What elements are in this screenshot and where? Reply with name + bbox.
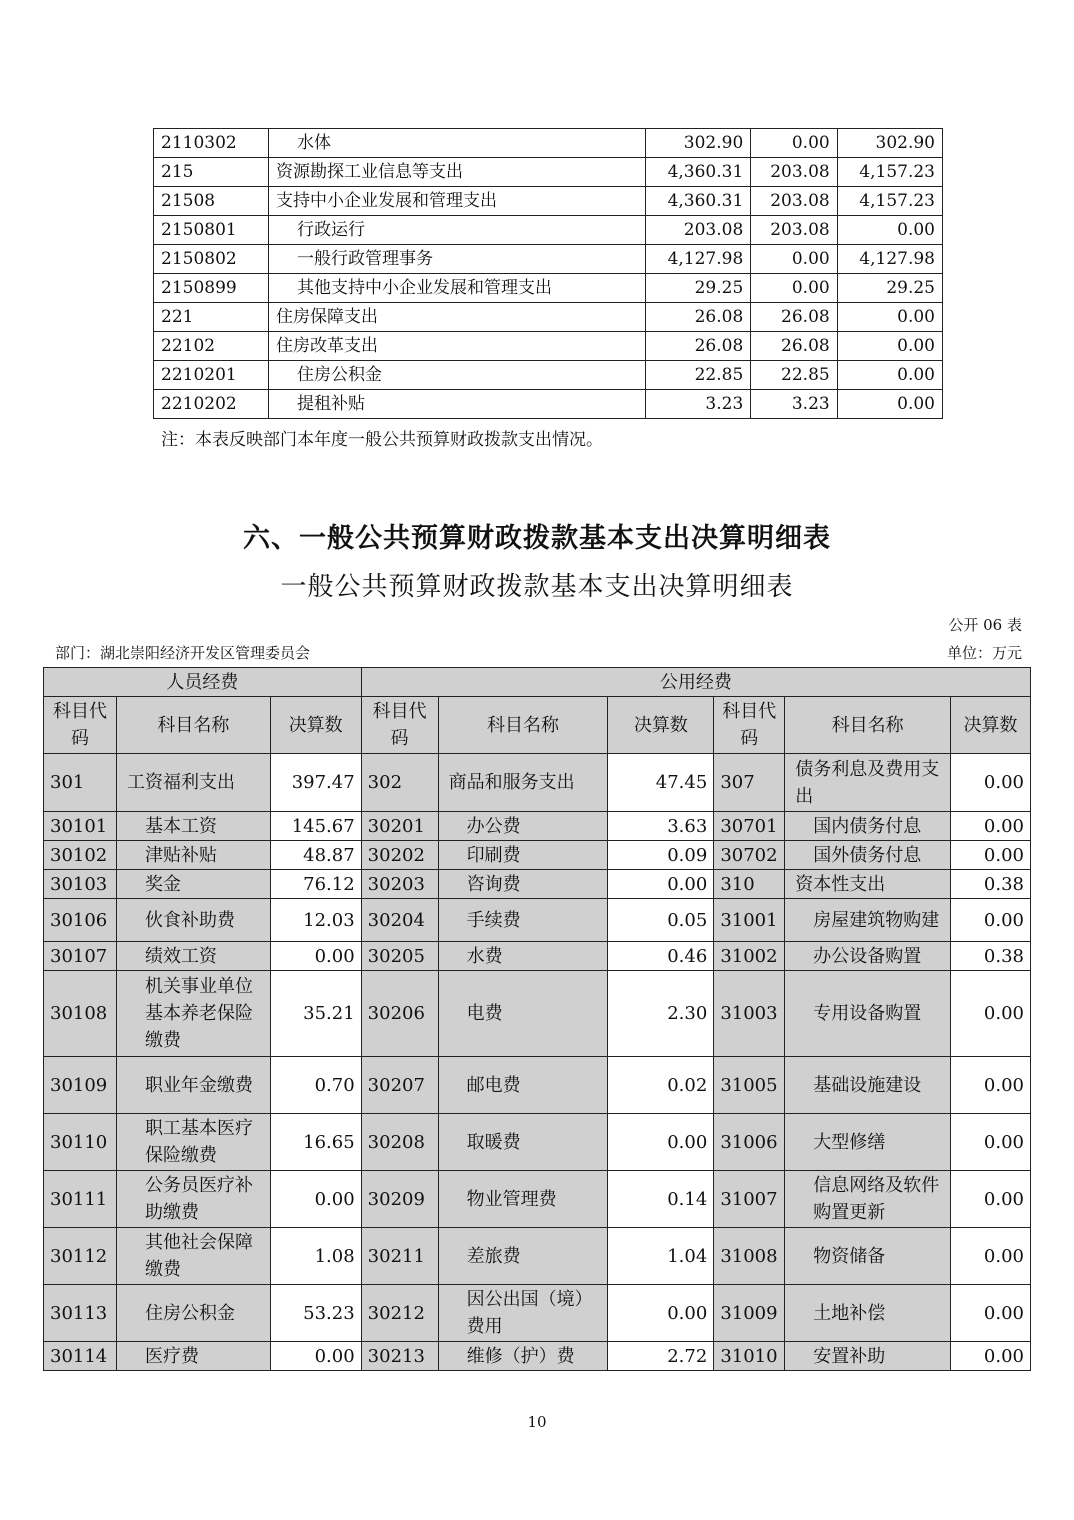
- detail-table-body: [44, 754, 1031, 1371]
- unit-label: 单位：万元: [946, 644, 1022, 662]
- cell-amount: 1.04: [608, 1228, 714, 1285]
- cell-name: 资本性支出: [785, 870, 951, 899]
- cell-code: 30211: [361, 1228, 438, 1285]
- table-row: [154, 187, 943, 216]
- cell-code: 31009: [714, 1285, 785, 1342]
- cell-code: 31003: [714, 971, 785, 1057]
- cell-amount: 0.00: [951, 1228, 1031, 1285]
- cell-amount: 0.02: [608, 1057, 714, 1114]
- table-row: [154, 332, 943, 361]
- cell-amount: 0.00: [608, 870, 714, 899]
- cell-code: 30102: [44, 841, 117, 870]
- cell-name: 办公费: [438, 812, 608, 841]
- table-row: [154, 390, 943, 419]
- table-row: [44, 942, 1031, 971]
- cell-name: 电费: [438, 971, 608, 1057]
- table-row: [44, 1285, 1031, 1342]
- cell-basic: 3.23: [751, 390, 837, 419]
- cell-code: 31006: [714, 1114, 785, 1171]
- col-header-code: 科目代码: [44, 697, 117, 754]
- table-row: [44, 1342, 1031, 1371]
- expenditure-table-body: [154, 129, 943, 419]
- cell-name: 房屋建筑物购建: [785, 899, 951, 942]
- table-row: [44, 812, 1031, 841]
- cell-name: 印刷费: [438, 841, 608, 870]
- cell-amount: 0.00: [951, 1342, 1031, 1371]
- cell-name: 商品和服务支出: [438, 754, 608, 812]
- cell-code: 30110: [44, 1114, 117, 1171]
- cell-name: 绩效工资: [116, 942, 270, 971]
- cell-amount: 0.00: [951, 971, 1031, 1057]
- cell-project: 4,127.98: [837, 245, 942, 274]
- cell-amount: 3.63: [608, 812, 714, 841]
- cell-code: 30107: [44, 942, 117, 971]
- cell-amount: 0.38: [951, 942, 1031, 971]
- cell-amount: 47.45: [608, 754, 714, 812]
- cell-code: 30701: [714, 812, 785, 841]
- cell-code: 30108: [44, 971, 117, 1057]
- cell-amount: 0.46: [608, 942, 714, 971]
- cell-amount: 2.72: [608, 1342, 714, 1371]
- cell-amount: 0.00: [608, 1285, 714, 1342]
- group-header-public: 公用经费: [361, 668, 1030, 697]
- cell-code: 30106: [44, 899, 117, 942]
- cell-basic: 203.08: [751, 187, 837, 216]
- cell-amount: 0.09: [608, 841, 714, 870]
- cell-basic: 203.08: [751, 216, 837, 245]
- cell-code: 30111: [44, 1171, 117, 1228]
- cell-code: 215: [154, 158, 269, 187]
- table-row: [44, 971, 1031, 1057]
- cell-code: 310: [714, 870, 785, 899]
- cell-code: 31010: [714, 1342, 785, 1371]
- table-row: [154, 216, 943, 245]
- cell-name: 其他社会保障缴费: [116, 1228, 270, 1285]
- cell-code: 30112: [44, 1228, 117, 1285]
- cell-amount: 145.67: [270, 812, 361, 841]
- section-heading: 六、一般公共预算财政拨款基本支出决算明细表: [243, 523, 831, 554]
- cell-name: 手续费: [438, 899, 608, 942]
- cell-code: 30206: [361, 971, 438, 1057]
- cell-basic: 26.08: [751, 303, 837, 332]
- cell-name: 维修（护）费: [438, 1342, 608, 1371]
- cell-name: 住房公积金: [116, 1285, 270, 1342]
- cell-amount: 1.08: [270, 1228, 361, 1285]
- cell-basic: 0.00: [751, 274, 837, 303]
- cell-amount: 48.87: [270, 841, 361, 870]
- table-row: [44, 841, 1031, 870]
- cell-amount: 0.00: [951, 1285, 1031, 1342]
- cell-code: 301: [44, 754, 117, 812]
- table-row: [154, 129, 943, 158]
- cell-amount: 0.00: [951, 841, 1031, 870]
- cell-amount: 0.00: [270, 1342, 361, 1371]
- cell-name: 其他支持中小企业发展和管理支出: [269, 274, 646, 303]
- cell-amount: 0.14: [608, 1171, 714, 1228]
- table-number: 公开 06 表: [948, 616, 1022, 634]
- cell-total: 29.25: [646, 274, 751, 303]
- cell-name: 安置补助: [785, 1342, 951, 1371]
- cell-name: 工资福利支出: [116, 754, 270, 812]
- cell-code: 2150899: [154, 274, 269, 303]
- cell-name: 咨询费: [438, 870, 608, 899]
- col-header-amount: 决算数: [951, 697, 1031, 754]
- table-row: [154, 245, 943, 274]
- cell-name: 职工基本医疗保险缴费: [116, 1114, 270, 1171]
- cell-code: 30208: [361, 1114, 438, 1171]
- expenditure-table: [153, 128, 943, 419]
- cell-total: 4,360.31: [646, 187, 751, 216]
- cell-amount: 0.00: [951, 812, 1031, 841]
- cell-name: 差旅费: [438, 1228, 608, 1285]
- cell-code: 30109: [44, 1057, 117, 1114]
- cell-amount: 53.23: [270, 1285, 361, 1342]
- cell-total: 26.08: [646, 332, 751, 361]
- cell-amount: 0.70: [270, 1057, 361, 1114]
- cell-amount: 0.00: [951, 1171, 1031, 1228]
- cell-name: 公务员医疗补助缴费: [116, 1171, 270, 1228]
- cell-basic: 0.00: [751, 129, 837, 158]
- cell-name: 基本工资: [116, 812, 270, 841]
- cell-project: 0.00: [837, 390, 942, 419]
- cell-code: 31005: [714, 1057, 785, 1114]
- cell-name: 职业年金缴费: [116, 1057, 270, 1114]
- cell-name: 支持中小企业发展和管理支出: [269, 187, 646, 216]
- cell-code: 30202: [361, 841, 438, 870]
- cell-project: 0.00: [837, 303, 942, 332]
- cell-total: 203.08: [646, 216, 751, 245]
- cell-amount: 12.03: [270, 899, 361, 942]
- cell-code: 30212: [361, 1285, 438, 1342]
- cell-name: 专用设备购置: [785, 971, 951, 1057]
- col-header-amount: 决算数: [270, 697, 361, 754]
- cell-name: 机关事业单位基本养老保险缴费: [116, 971, 270, 1057]
- cell-basic: 203.08: [751, 158, 837, 187]
- cell-name: 住房改革支出: [269, 332, 646, 361]
- table-title: 一般公共预算财政拨款基本支出决算明细表: [280, 572, 794, 602]
- cell-name: 水费: [438, 942, 608, 971]
- cell-total: 3.23: [646, 390, 751, 419]
- cell-project: 29.25: [837, 274, 942, 303]
- cell-amount: 76.12: [270, 870, 361, 899]
- cell-code: 30201: [361, 812, 438, 841]
- cell-name: 伙食补助费: [116, 899, 270, 942]
- table-note: 注：本表反映部门本年度一般公共预算财政拨款支出情况。: [161, 430, 603, 450]
- cell-code: 31008: [714, 1228, 785, 1285]
- cell-amount: 397.47: [270, 754, 361, 812]
- table-row: [44, 1171, 1031, 1228]
- col-header-name: 科目名称: [785, 697, 951, 754]
- cell-name: 取暖费: [438, 1114, 608, 1171]
- cell-total: 22.85: [646, 361, 751, 390]
- cell-name: 奖金: [116, 870, 270, 899]
- cell-amount: 0.00: [951, 1057, 1031, 1114]
- table-row: [154, 361, 943, 390]
- cell-code: 31007: [714, 1171, 785, 1228]
- cell-code: 21508: [154, 187, 269, 216]
- cell-name: 资源勘探工业信息等支出: [269, 158, 646, 187]
- cell-amount: 0.00: [270, 942, 361, 971]
- cell-amount: 0.05: [608, 899, 714, 942]
- cell-name: 住房公积金: [269, 361, 646, 390]
- cell-name: 因公出国（境）费用: [438, 1285, 608, 1342]
- cell-code: 30207: [361, 1057, 438, 1114]
- cell-project: 0.00: [837, 332, 942, 361]
- cell-total: 4,127.98: [646, 245, 751, 274]
- table-row: [44, 1228, 1031, 1285]
- cell-amount: 0.00: [951, 899, 1031, 942]
- cell-amount: 0.00: [951, 1114, 1031, 1171]
- table-row: [44, 1114, 1031, 1171]
- cell-name: 国外债务付息: [785, 841, 951, 870]
- cell-name: 行政运行: [269, 216, 646, 245]
- cell-amount: 0.00: [270, 1171, 361, 1228]
- department-label: 部门：湖北崇阳经济开发区管理委员会: [55, 644, 311, 662]
- cell-amount: 0.38: [951, 870, 1031, 899]
- cell-name: 水体: [269, 129, 646, 158]
- cell-name: 基础设施建设: [785, 1057, 951, 1114]
- table-row: [44, 1057, 1031, 1114]
- cell-code: 30702: [714, 841, 785, 870]
- cell-project: 0.00: [837, 216, 942, 245]
- cell-code: 30204: [361, 899, 438, 942]
- basic-expenditure-detail-table: [43, 667, 1031, 1371]
- cell-code: 22102: [154, 332, 269, 361]
- cell-name: 一般行政管理事务: [269, 245, 646, 274]
- cell-name: 国内债务付息: [785, 812, 951, 841]
- cell-name: 办公设备购置: [785, 942, 951, 971]
- cell-code: 30101: [44, 812, 117, 841]
- cell-name: 物资储备: [785, 1228, 951, 1285]
- table-row: [154, 274, 943, 303]
- cell-code: 30103: [44, 870, 117, 899]
- cell-code: 30113: [44, 1285, 117, 1342]
- cell-amount: 35.21: [270, 971, 361, 1057]
- cell-project: 4,157.23: [837, 158, 942, 187]
- cell-name: 信息网络及软件购置更新: [785, 1171, 951, 1228]
- cell-code: 30114: [44, 1342, 117, 1371]
- table-row: [154, 303, 943, 332]
- cell-name: 津贴补贴: [116, 841, 270, 870]
- cell-code: 30205: [361, 942, 438, 971]
- col-header-amount: 决算数: [608, 697, 714, 754]
- table-row: [154, 158, 943, 187]
- table-row: [44, 870, 1031, 899]
- cell-code: 31002: [714, 942, 785, 971]
- col-header-code: 科目代码: [714, 697, 785, 754]
- page-number: 10: [527, 1413, 547, 1431]
- cell-total: 26.08: [646, 303, 751, 332]
- cell-amount: 0.00: [951, 754, 1031, 812]
- cell-basic: 0.00: [751, 245, 837, 274]
- cell-code: 221: [154, 303, 269, 332]
- col-header-code: 科目代码: [361, 697, 438, 754]
- cell-code: 2210202: [154, 390, 269, 419]
- cell-name: 大型修缮: [785, 1114, 951, 1171]
- cell-code: 302: [361, 754, 438, 812]
- cell-code: 31001: [714, 899, 785, 942]
- cell-basic: 26.08: [751, 332, 837, 361]
- cell-amount: 0.00: [608, 1114, 714, 1171]
- group-header-personnel: 人员经费: [44, 668, 362, 697]
- cell-total: 4,360.31: [646, 158, 751, 187]
- cell-code: 2110302: [154, 129, 269, 158]
- cell-project: 0.00: [837, 361, 942, 390]
- cell-code: 30213: [361, 1342, 438, 1371]
- cell-total: 302.90: [646, 129, 751, 158]
- cell-amount: 16.65: [270, 1114, 361, 1171]
- cell-code: 30203: [361, 870, 438, 899]
- cell-amount: 2.30: [608, 971, 714, 1057]
- cell-name: 住房保障支出: [269, 303, 646, 332]
- table-row: [44, 754, 1031, 812]
- cell-name: 医疗费: [116, 1342, 270, 1371]
- cell-code: 30209: [361, 1171, 438, 1228]
- cell-name: 债务利息及费用支出: [785, 754, 951, 812]
- col-header-name: 科目名称: [438, 697, 608, 754]
- cell-name: 邮电费: [438, 1057, 608, 1114]
- cell-basic: 22.85: [751, 361, 837, 390]
- col-header-name: 科目名称: [116, 697, 270, 754]
- cell-project: 4,157.23: [837, 187, 942, 216]
- cell-project: 302.90: [837, 129, 942, 158]
- cell-code: 2210201: [154, 361, 269, 390]
- table-row: [44, 899, 1031, 942]
- cell-code: 2150801: [154, 216, 269, 245]
- cell-name: 物业管理费: [438, 1171, 608, 1228]
- cell-name: 土地补偿: [785, 1285, 951, 1342]
- cell-name: 提租补贴: [269, 390, 646, 419]
- cell-code: 307: [714, 754, 785, 812]
- cell-code: 2150802: [154, 245, 269, 274]
